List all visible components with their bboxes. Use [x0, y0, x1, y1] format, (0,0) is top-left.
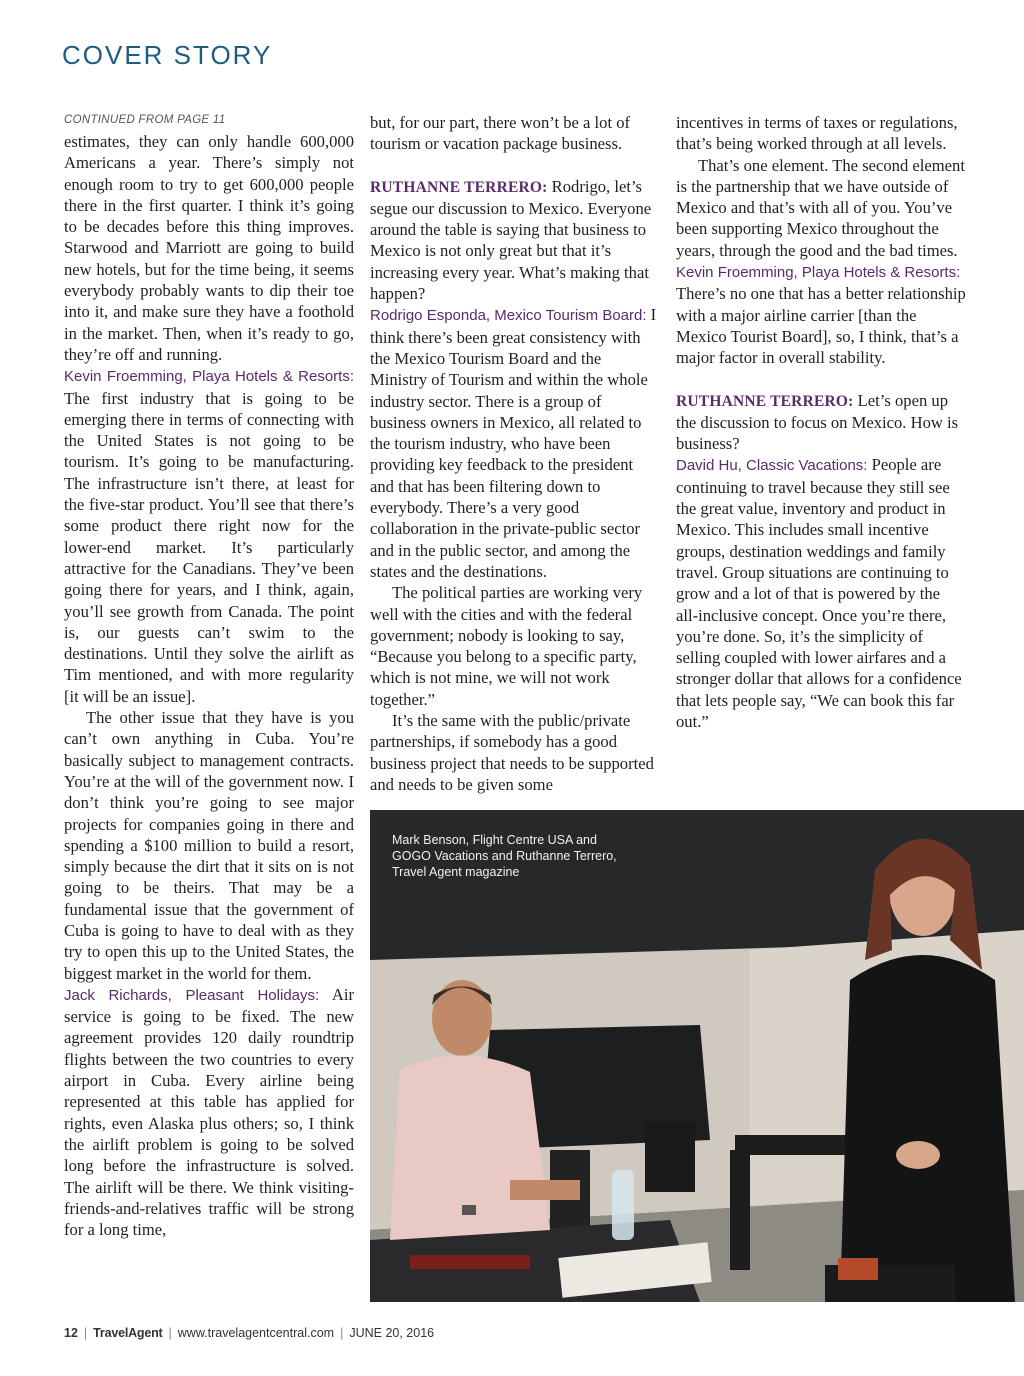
paragraph	[370, 176, 660, 305]
moderator-label: RUTHANNE TERRERO:	[370, 178, 548, 196]
paragraph	[676, 261, 966, 368]
paragraph-text: There’s no one that has a better relationship with a major airline carrier [than the Mexico Tourist Board], so, I think, that’s a major factor in overall stability.	[676, 284, 966, 368]
speaker-label: Jack Richards, Pleasant Holidays:	[64, 986, 320, 1004]
article-column-2	[370, 112, 660, 795]
paragraph: The other issue that they have is you can’t own anything in Cuba. You’re basically subject to management contracts. You’re at the will of the government now. I don’t think you’re going to see major projects for companies going in there and spending a $100 million to build a resort, simply because the dirt that it sits on is not going to be theirs. That may be a fundamental issue that the government of Cuba is going to have to deal with as they try to open this up to the United States, the biggest market in the world for them.	[64, 708, 354, 983]
divider: |	[168, 1326, 172, 1340]
article-column-3	[676, 112, 966, 732]
paragraph-text: I think there’s been great consistency with the Mexico Tourism Board and the Ministry of Tourism and within the whole industry sector. There is a group of business owners in Mexico, all related to the tourism industry, who have been providing key feedback to the president and that has been filtering down to everybody. There’s a very good collaboration in the private-public sector and in the public sector, and among the states and the destinations.	[370, 305, 657, 581]
paragraph-text: Let’s open up the discussion to focus on Mexico. How is business?	[676, 390, 959, 454]
paragraph: That’s one element. The second element is the partnership that we have outside of Mexico and that’s with all of you. You’ve been supporting Mexico throughout the years, through the good and the bad times.	[676, 155, 965, 260]
paragraph-text: People are continuing to travel because they still see the great value, inventory and product in Mexico. This includes small incentive groups, destination weddings and family travel. Group situations are continuing to grow and a lot of that is powered by the all-inclusive concept. Once you’re there, you’re done. So, it’s the simplicity of selling coupled with lower airfares and a stronger dollar that allows for a confidence that lets people say, “We can book this far out.”	[676, 455, 962, 732]
page-number: 12	[64, 1326, 78, 1340]
divider: |	[83, 1326, 88, 1340]
paragraph: incentives in terms of taxes or regulations, that’s being worked through at all levels.	[676, 113, 958, 154]
website-url: www.travelagentcentral.com	[177, 1326, 335, 1340]
continued-from-note: CONTINUED FROM PAGE 11	[64, 114, 226, 126]
section-title: COVER STORY	[62, 40, 273, 70]
paragraph	[370, 304, 660, 582]
paragraph: estimates, they can only handle 600,000 Americans a year. There’s simply not enough room to try to get 600,000 people there in the first quarter. I think it’s going to be decades before this thing improves. Starwood and Marriott are going to build new hotels, but for the time being, it seems everybody probably wants to dip their toe into it, and make sure they have a foothold in the market. Then, when it’s ready to go, they’re off and running.	[64, 132, 354, 364]
article-column-1	[64, 112, 354, 1240]
paragraph-text: The first industry that is going to be emerging there in terms of connecting with the United States is not going to be tourism. It’s going to be manufacturing. The infrastructure isn’t there, at least for the five-star product. You’ll see that there’s some product there right now for the lower-end market. It’s particularly attractive for the Canadians. They’ve been going there for years, and I think, again, you’ll see growth from Canada. The point is, our guests can’t swim to the destinations. Until they solve the airlift as Tim mentioned, and with more regularity [it will be an issue].	[64, 388, 354, 706]
paragraph	[676, 390, 966, 455]
paragraph-text: Air service is going to be fixed. The new agreement provides 120 daily roundtrip flights between the two countries to every airport in Cuba. Every airline being represented at this table has applied for rights, even Alaska plus others; so, I think the airlift problem is going to be solved long before the infrastructure is solved. The airlift will be there. We think visiting-friends-and-relatives traffic will be strong for a long time,	[64, 984, 354, 1240]
moderator-label: RUTHANNE TERRERO:	[676, 392, 854, 410]
magazine-logo: TravelAgent	[93, 1326, 163, 1340]
article-photo	[370, 810, 1024, 1302]
speaker-label: David Hu, Classic Vacations:	[676, 457, 868, 475]
paragraph	[676, 454, 966, 732]
paragraph: but, for our part, there won’t be a lot of tourism or vacation package business.	[370, 113, 631, 154]
speaker-label: Kevin Froemming, Playa Hotels & Resorts:	[676, 264, 961, 282]
paragraph	[64, 365, 354, 707]
photo-illustration	[370, 810, 1024, 1302]
page-footer	[64, 1326, 434, 1340]
issue-date: JUNE 20, 2016	[349, 1326, 435, 1340]
divider: |	[340, 1326, 344, 1340]
photo-caption: Mark Benson, Flight Centre USA and GOGO Vacations and Ruthanne Terrero, Travel Agent magazine	[392, 833, 617, 879]
speaker-label: Kevin Froemming, Playa Hotels & Resorts:	[64, 368, 354, 386]
paragraph: The political parties are working very well with the cities and with the federal government; nobody is looking to say, “Because you belong to a specific party, which is not mine, we will not work together.”	[370, 583, 643, 709]
paragraph-text: Rodrigo, let’s segue our discussion to Mexico. Everyone around the table is saying that business to Mexico is not only great but that it’s increasing every year. What’s making that happen?	[370, 176, 652, 304]
paragraph: It’s the same with the public/private partnerships, if somebody has a good business project that needs to be supported and needs to be given some	[370, 711, 654, 794]
speaker-label: Rodrigo Esponda, Mexico Tourism Board:	[370, 307, 647, 325]
paragraph	[64, 984, 354, 1241]
